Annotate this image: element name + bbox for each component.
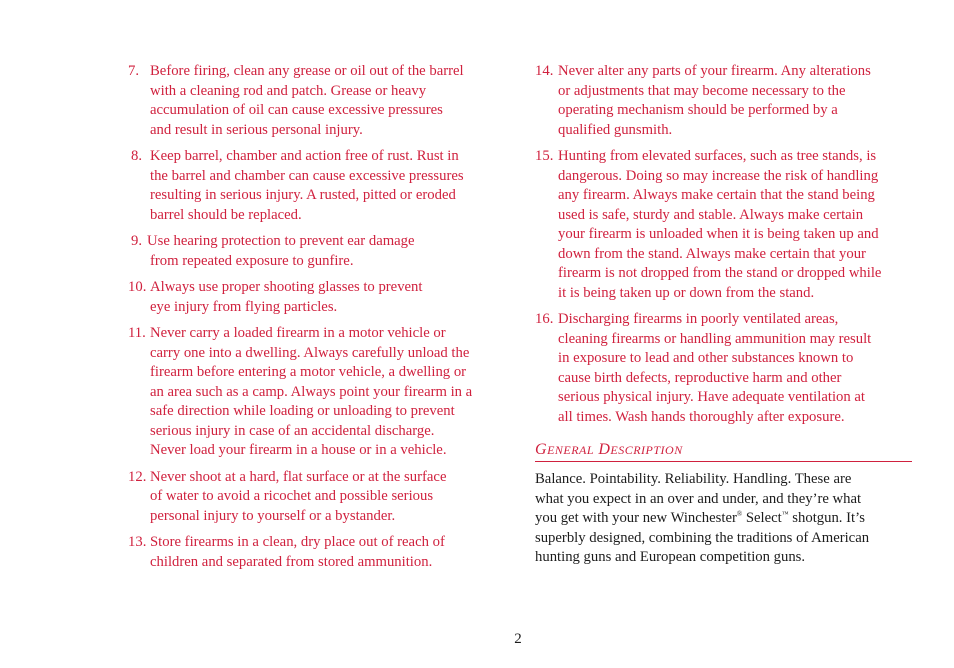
item-number: 16.: [535, 311, 554, 327]
safety-item-7: [128, 62, 503, 140]
safety-item-13: [128, 533, 503, 572]
safety-item-9: [128, 232, 503, 271]
description-line: what you expect in an over and under, and they’re what: [535, 490, 862, 507]
item-line: serious injury in case of an accidental discharge.: [150, 422, 435, 439]
item-line: firearm before entering a motor vehicle, a dwelling or: [150, 364, 467, 380]
item-line: the barrel and chamber can cause excessive pressures: [150, 167, 464, 184]
item-line: Hunting from elevated surfaces, such as tree stands, is: [558, 148, 877, 164]
item-line: Never carry a loaded firearm in a motor vehicle or: [150, 325, 446, 341]
item-line: barrel should be replaced.: [150, 206, 302, 223]
item-line: operating mechanism should be performed by a: [558, 102, 838, 118]
item-line: resulting in serious injury. A rusted, pitted or eroded: [150, 187, 456, 203]
item-number: 9.: [131, 233, 143, 249]
item-number: 11.: [128, 325, 146, 341]
left-column: [128, 62, 503, 579]
item-line: qualified gunsmith.: [558, 121, 673, 138]
item-number: 12.: [128, 468, 147, 485]
safety-item-14: [535, 62, 915, 140]
item-line: your firearm is unloaded when it is being taken up and: [558, 226, 879, 242]
item-line: children and separated from stored ammunition.: [150, 553, 433, 570]
item-line: Store firearms in a clean, dry place out of reach of: [150, 534, 445, 550]
description-text: you get with your new Winchester: [535, 510, 737, 526]
item-number: 7.: [128, 63, 140, 79]
description-line: hunting guns and European competition guns.: [535, 549, 806, 565]
item-line: serious physical injury. Have adequate ventilation at: [558, 389, 865, 405]
description-paragraph: [535, 470, 915, 568]
item-line: any firearm. Always make certain that the stand being: [558, 187, 875, 203]
trademark-mark: ™: [781, 510, 789, 519]
item-line: from repeated exposure to gunfire.: [150, 252, 354, 269]
registered-mark: ®: [736, 510, 743, 519]
item-line: or adjustments that may become necessary to the: [558, 82, 846, 99]
item-line: Before firing, clean any grease or oil out of the barrel: [150, 63, 464, 79]
item-line: cleaning firearms or handling ammunition may result: [558, 330, 872, 347]
item-line: Keep barrel, chamber and action free of rust. Rust in: [150, 148, 459, 164]
item-line: Always use proper shooting glasses to prevent: [150, 279, 423, 295]
item-line: dangerous. Doing so may increase the risk of handling: [558, 167, 879, 184]
safety-item-10: [128, 278, 503, 317]
description-line: superbly designed, combining the traditions of American: [535, 529, 870, 546]
description-text: Select: [742, 510, 782, 526]
item-line: safe direction while loading or unloading to prevent: [150, 403, 455, 419]
item-line: of water to avoid a ricochet and possible serious: [150, 488, 434, 504]
item-number: 14.: [535, 63, 554, 79]
heading-initial: D: [598, 441, 611, 458]
item-line: used is safe, sturdy and stable. Always make certain: [558, 206, 864, 223]
description-line: [535, 509, 915, 529]
item-line: firearm is not dropped from the stand or dropped while: [558, 265, 882, 281]
item-line: Never alter any parts of your firearm. Any alterations: [558, 63, 871, 79]
item-number: 8.: [131, 148, 143, 164]
item-line: an area such as a camp. Always point your firearm in a: [150, 383, 473, 400]
safety-item-8: [128, 147, 503, 225]
item-number: 15.: [535, 148, 554, 164]
item-line: Use hearing protection to prevent ear damage: [147, 233, 415, 249]
item-line: in exposure to lead and other substances known to: [558, 350, 854, 366]
item-number: 10.: [128, 279, 147, 295]
item-line: with a cleaning rod and patch. Grease or heavy: [150, 82, 427, 99]
item-line: Never shoot at a hard, flat surface or at the surface: [150, 468, 447, 485]
item-line: eye injury from flying particles.: [150, 298, 338, 315]
item-line: carry one into a dwelling. Always carefully unload the: [150, 344, 470, 361]
right-column: [535, 62, 915, 568]
heading-rest: ENERAL: [547, 443, 595, 457]
item-line: Discharging firearms in poorly ventilated areas,: [558, 311, 839, 327]
heading-initial: G: [535, 441, 548, 458]
item-line: all times. Wash hands thoroughly after exposure.: [558, 408, 845, 425]
safety-item-16: [535, 310, 915, 427]
item-number: 13.: [128, 534, 147, 550]
item-line: personal injury to yourself or a bystander.: [150, 507, 396, 524]
item-line: down from the stand. Always make certain that your: [558, 245, 866, 262]
safety-item-11: [128, 324, 503, 461]
safety-item-12: [128, 468, 503, 527]
item-line: cause birth defects, reproductive harm and other: [558, 369, 842, 386]
page-number: 2: [514, 631, 522, 647]
item-line: and result in serious personal injury.: [150, 121, 363, 138]
heading-rest: ESCRIPTION: [610, 443, 683, 457]
item-line: it is being taken up or down from the stand.: [558, 284, 815, 301]
item-line: Never load your firearm in a house or in a vehicle.: [150, 442, 447, 458]
item-line: accumulation of oil can cause excessive pressures: [150, 102, 443, 118]
section-heading: [535, 441, 912, 462]
description-line: Balance. Pointability. Reliability. Handling. These are: [535, 471, 852, 487]
description-text: shotgun. It’s: [788, 510, 865, 526]
safety-item-15: [535, 147, 915, 303]
